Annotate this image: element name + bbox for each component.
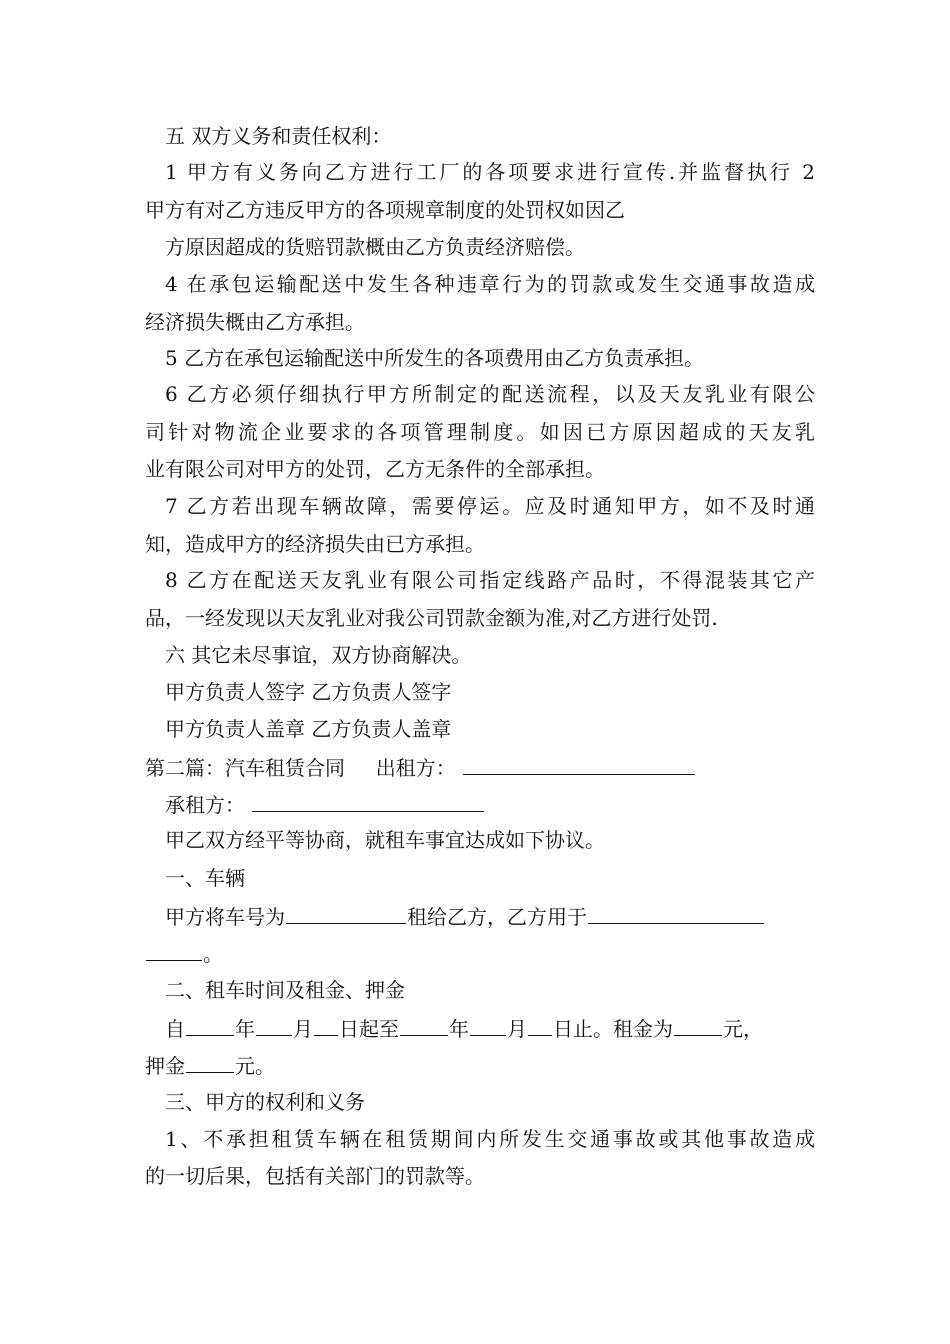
- clause-7-line-2: 知，造成甲方的经济损失由已方承担。: [145, 532, 485, 556]
- day-to-label: 日止。租金为: [553, 1017, 673, 1041]
- clause-5-line: 5 乙方在承包运输配送中所发生的各项费用由乙方负责承担。: [165, 346, 705, 370]
- lessee-blank: [252, 785, 484, 812]
- day-from-label: 日起至: [339, 1017, 399, 1041]
- month-label: 月: [293, 1017, 313, 1041]
- usage-blank-cont: [146, 934, 202, 961]
- lessor-label: 出租方：: [375, 756, 456, 780]
- year-label-2: 年: [449, 1017, 469, 1041]
- clause-6-line-3: 业有限公司对甲方的处罚，乙方无条件的全部承担。: [145, 457, 605, 481]
- year-label: 年: [235, 1017, 255, 1041]
- yuan-label-2: 元。: [235, 1054, 275, 1078]
- clause-6-line-1: 6 乙方必须仔细执行甲方所制定的配送流程，以及天友乳业有限公: [165, 382, 815, 406]
- lessor-clause-1-line-1: 1、不承担租赁车辆在租赁期间内所发生交通事故或其他事故造成: [165, 1127, 815, 1151]
- clause-3-line: 方原因超成的货赔罚款概由乙方负责经济赔偿。: [165, 235, 585, 259]
- part-2-title-row: [145, 748, 815, 784]
- rent-from-label: 自: [165, 1017, 185, 1041]
- deposit-line: [145, 1046, 815, 1082]
- lessee-label: 承租方：: [165, 793, 245, 817]
- deposit-label: 押金: [145, 1054, 185, 1078]
- seal-line: 甲方负责人盖章 乙方负责人盖章: [165, 717, 452, 741]
- lessor-clause-1-line-2: 的一切后果，包括有关部门的罚款等。: [145, 1164, 485, 1188]
- vehicle-text-end: 。: [203, 942, 223, 966]
- clause-4-line-2: 经济损失概由乙方承担。: [145, 310, 365, 334]
- vehicle-line-1: [165, 897, 815, 933]
- clause-6-line-2: 司针对物流企业要求的各项管理制度。如因已方原因超成的天友乳: [145, 420, 815, 444]
- clause-1-line-1: 1 甲方有义务向乙方进行工厂的各项要求进行宣传.并监督执行 2: [165, 160, 815, 184]
- start-year-blank: [186, 1009, 234, 1036]
- part-2-title: 第二篇：汽车租赁合同: [145, 756, 345, 780]
- clause-8-line-2: 品，一经发现以天友乳业对我公司罚款金额为准,对乙方进行处罚.: [145, 606, 718, 630]
- section-vehicle-heading: 一、车辆: [165, 866, 245, 890]
- section-rent-heading: 二、租车时间及租金、押金: [165, 978, 405, 1002]
- vehicle-text-a: 甲方将车号为: [165, 905, 285, 929]
- clause-7-line-1: 7 乙方若出现车辆故障，需要停运。应及时通知甲方，如不及时通: [165, 494, 815, 518]
- clause-1-line-2: 甲方有对乙方违反甲方的各项规章制度的处罚权如因乙: [145, 198, 625, 222]
- end-day-blank: [528, 1009, 552, 1036]
- vehicle-line-2: [145, 934, 815, 970]
- clause-8-line-1: 8 乙方在配送天友乳业有限公司指定线路产品时，不得混装其它产: [165, 568, 815, 592]
- month-label-2: 月: [507, 1017, 527, 1041]
- section-lessor-rights-heading: 三、甲方的权利和义务: [165, 1090, 365, 1114]
- signature-line: 甲方负责人签字 乙方负责人签字: [165, 680, 452, 704]
- clause-4-line-1: 4 在承包运输配送中发生各种违章行为的罚款或发生交通事故造成: [165, 272, 815, 296]
- rent-amount-blank: [674, 1009, 722, 1036]
- end-month-blank: [470, 1009, 506, 1036]
- agreement-intro: 甲乙双方经平等协商，就租车事宜达成如下协议。: [165, 828, 605, 852]
- rent-period-line: [165, 1009, 815, 1045]
- section-5-heading: 五 双方义务和责任权利：: [165, 124, 392, 148]
- plate-number-blank: [286, 897, 406, 924]
- yuan-label: 元，: [723, 1017, 763, 1041]
- start-month-blank: [256, 1009, 292, 1036]
- start-day-blank: [314, 1009, 338, 1036]
- lessee-row: [165, 785, 815, 821]
- deposit-amount-blank: [186, 1046, 234, 1073]
- section-6-text: 六 其它未尽事谊，双方协商解决。: [165, 643, 472, 667]
- end-year-blank: [400, 1009, 448, 1036]
- lessor-blank: [463, 748, 695, 775]
- usage-blank: [588, 897, 764, 924]
- vehicle-text-b: 租给乙方，乙方用于: [407, 905, 587, 929]
